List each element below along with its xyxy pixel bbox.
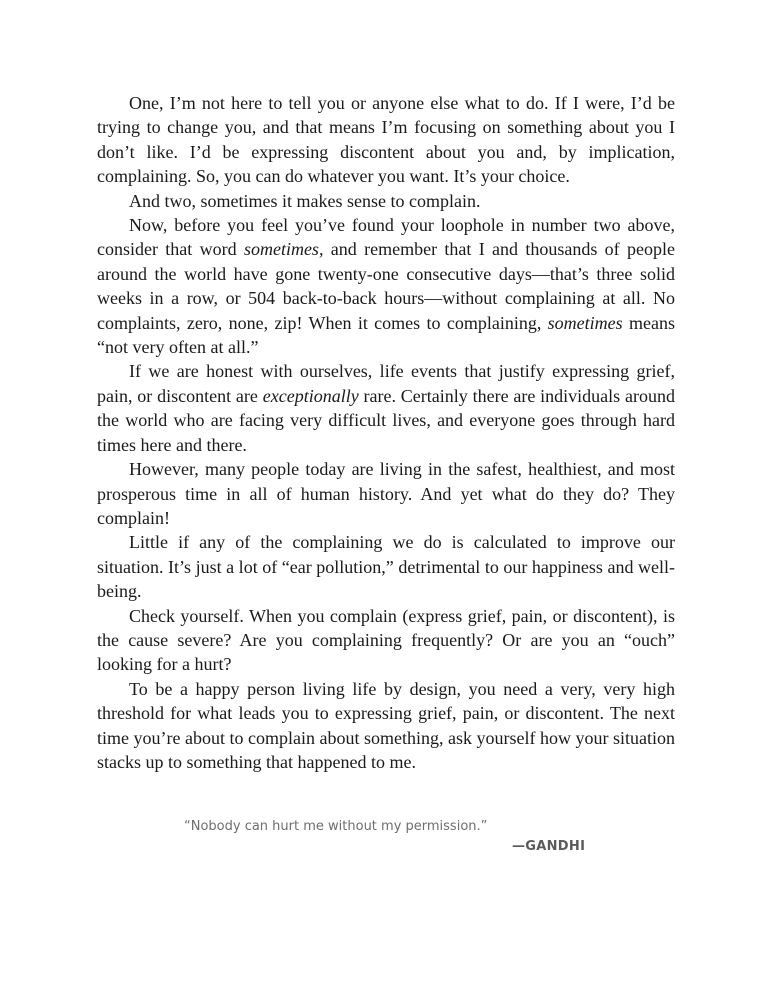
text-segment: However, many people today are living in the safest, healthiest, and most prosperous time in all of human history. And yet what do they do? They complain! (97, 459, 675, 528)
paragraph-2 (97, 189, 675, 213)
paragraph-4 (97, 359, 675, 457)
text-segment: One, I’m not here to tell you or anyone else what to do. If I were, I’d be trying to change you, and that means I’m focusing on something about you I don’t like. I’d be expressing discontent about you and, by implication, complaining. So, you can do whatever you want. It’s your choice. (97, 93, 675, 187)
italic-segment: sometimes, (243, 239, 324, 260)
text-segment: and remember that I and thousands of people around the world have gone twenty-one consecutive days—that’s three solid weeks in a row, or 504 back-to-back hours—without complaining at all. No complaints, zero, none, zip! When it comes to complaining, (97, 239, 675, 333)
paragraph-3 (97, 213, 675, 359)
text-segment: If we are honest with ourselves, life events that justify expressing grief, pain, or discontent are (97, 361, 675, 406)
text-segment: Little if any of the complaining we do is calculated to improve our situation. It’s just a lot of “ear pollution,” detrimental to our happiness and well-being. (97, 532, 675, 602)
quote-text: “Nobody can hurt me without my permission.” (184, 819, 488, 834)
paragraph-8 (97, 677, 675, 775)
text-segment: means “not very often at all.” (97, 312, 676, 358)
paragraph-6 (97, 530, 675, 603)
paragraph-1 (97, 91, 675, 189)
italic-segment: sometimes (547, 312, 623, 333)
italic-segment: exceptionally (262, 385, 359, 406)
text-segment: Check yourself. When you complain (express grief, pain, or discontent), is the cause severe? Are you complaining frequently? Or are you an “ouch” looking for a hurt? (97, 605, 675, 675)
text-segment: To be a happy person living life by design, you need a very, very high threshold for what leads you to expressing grief, pain, or discontent. The next time you’re about to complain about something, ask yourself how your situation stacks up to something that happened to me. (97, 678, 675, 772)
text-segment: rare. Certainly there are individuals around the world who are facing very difficult lives, and everyone goes through hard times here and there. (97, 385, 675, 455)
text-segment: Now, before you feel you’ve found your loophole in number two above, consider that word (97, 215, 675, 260)
quote-author: —GANDHI (512, 839, 586, 854)
text-segment: And two, sometimes it makes sense to complain. (129, 190, 481, 211)
paragraph-5 (97, 457, 675, 530)
body-text (97, 91, 675, 774)
paragraph-7 (97, 604, 675, 677)
